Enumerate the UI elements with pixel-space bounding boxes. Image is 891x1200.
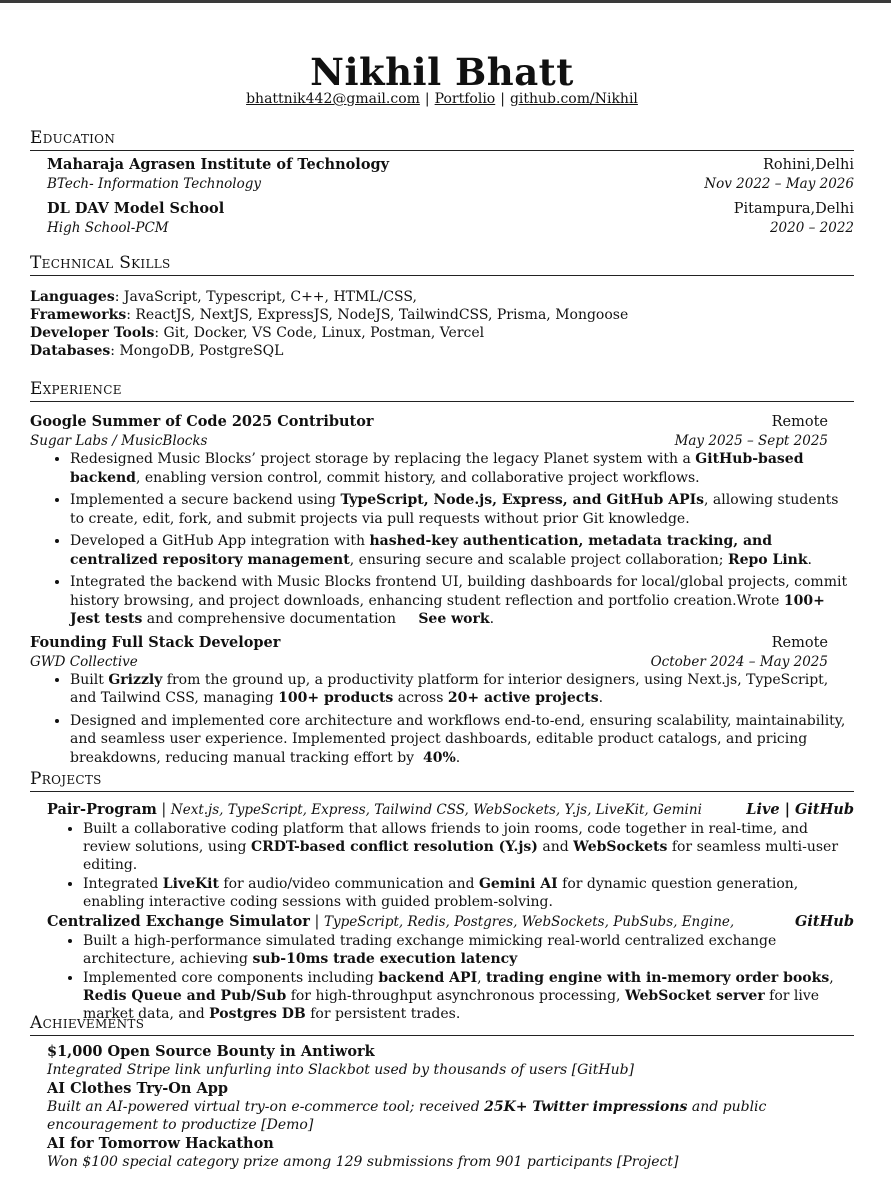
project-tech: Next.js, TypeScript, Express, Tailwind CSS, WebSockets, Y.js, LiveKit, Gemini xyxy=(170,802,702,818)
skills-section xyxy=(30,253,854,360)
live-link[interactable]: Live xyxy=(746,801,780,818)
list-item: • Built Grizzly from the ground up, a productivity platform for interior designers, using Next.js, TypeScript, and Tailwind CSS, managing 100+ products across 20+ active projects. xyxy=(70,671,854,708)
top-border xyxy=(0,0,891,3)
job-org: Sugar Labs / MusicBlocks xyxy=(30,433,208,449)
projects-section xyxy=(30,769,854,1024)
skill-label: Developer Tools xyxy=(30,325,155,341)
email-link[interactable]: bhattnik442@gmail.com xyxy=(246,91,420,107)
achievement-title: $1,000 Open Source Bounty in Antiwork xyxy=(47,1043,375,1060)
skill-row xyxy=(30,288,854,306)
project-bullets xyxy=(30,932,854,1023)
list-item: • Designed and implemented core architecture and workflows end-to-end, ensuring scalability, maintainability, and seamless user experience. Implemented project dashboards, editable product catalogs, and pricing breakdowns, reducing manual tracking effort by 40%. xyxy=(70,712,854,768)
achievement-title: AI Clothes Try-On App xyxy=(47,1080,229,1097)
job-location: Remote xyxy=(771,414,828,430)
project-bullets xyxy=(30,820,854,911)
school-location: Rohini,Delhi xyxy=(762,157,854,173)
experience-section xyxy=(30,379,854,771)
edu-dates: 2020 – 2022 xyxy=(769,220,854,236)
list-item: • Implemented core components including backend API, trading engine with in-memory order books, Redis Queue and Pub/Sub for high-throughput asynchronous processing, WebSocket server for live market data, and Postgres DB for persistent trades. xyxy=(83,969,854,1023)
achievements-section xyxy=(30,1013,854,1171)
contact-separator: | xyxy=(424,91,430,107)
see-work-link[interactable]: See work xyxy=(418,611,490,627)
school-name: Maharaja Agrasen Institute of Technology xyxy=(47,156,390,173)
achievement-item xyxy=(30,1134,854,1171)
list-item: • Redesigned Music Blocks’ project storage by replacing the legacy Planet system with a GitHub-based backend, enabling version control, commit history, and collaborative project workflows. xyxy=(70,450,854,487)
edu-dates: Nov 2022 – May 2026 xyxy=(704,176,854,192)
job-entry xyxy=(30,412,828,450)
achievement-item xyxy=(30,1079,854,1134)
skill-value: : ReactJS, NextJS, ExpressJS, NodeJS, TailwindCSS, Prisma, Mongoose xyxy=(126,307,629,323)
github-link[interactable]: GitHub xyxy=(795,801,854,818)
degree: BTech- Information Technology xyxy=(47,176,262,192)
achievement-item xyxy=(30,1042,854,1079)
skill-value: : Git, Docker, VS Code, Linux, Postman, Vercel xyxy=(154,325,485,341)
project-name: Pair-Program xyxy=(47,801,157,818)
job-dates: May 2025 – Sept 2025 xyxy=(674,433,828,449)
repo-link[interactable]: Repo Link xyxy=(727,551,808,568)
section-title: Achievements xyxy=(30,1013,854,1036)
skill-row xyxy=(30,342,854,360)
job-bullets xyxy=(30,450,854,629)
github-link[interactable]: GitHub xyxy=(795,913,854,930)
achievement-title: AI for Tomorrow Hackathon xyxy=(47,1135,274,1152)
list-item: • Integrated the backend with Music Blocks frontend UI, building dashboards for local/global projects, commit history browsing, and project downloads, enhancing student reflection and portfolio creation.Wrote 100+ Jest tests and comprehensive documentation See work. xyxy=(70,573,854,629)
education-section xyxy=(30,128,854,237)
project-header: Centralized Exchange Simulator | TypeScript, Redis, Postgres, WebSockets, PubSubs, Engine, GitHub xyxy=(47,913,854,930)
github-link[interactable]: github.com/Nikhil xyxy=(509,91,638,107)
section-title: Projects xyxy=(30,769,854,792)
achievement-desc: Won $100 special category prize among 129 submissions from 901 participants [Project] xyxy=(47,1154,679,1170)
education-item xyxy=(30,155,854,193)
list-item: • Integrated LiveKit for audio/video communication and Gemini AI for dynamic question generation, enabling interactive coding sessions with guided problem-solving. xyxy=(83,875,854,911)
education-item xyxy=(30,199,854,237)
job-role: Founding Full Stack Developer xyxy=(30,633,281,651)
contact-separator: | xyxy=(500,91,505,107)
contact-line xyxy=(30,90,854,108)
list-item: • Developed a GitHub App integration with hashed-key authentication, metadata tracking, and centralized repository management, ensuring secure and scalable project collaboration; Repo Link. xyxy=(70,532,854,569)
skill-value: : JavaScript, Typescript, C++, HTML/CSS, xyxy=(114,289,417,305)
job-role: Google Summer of Code 2025 Contributor xyxy=(30,413,374,430)
job-dates: October 2024 – May 2025 xyxy=(650,653,828,670)
job-location: Remote xyxy=(771,634,828,651)
skills-list xyxy=(30,288,854,360)
project-name: Centralized Exchange Simulator xyxy=(47,913,310,930)
project-header: Pair-Program | Next.js, TypeScript, Express, Tailwind CSS, WebSockets, Y.js, LiveKit, Gemini Live | GitHub xyxy=(47,801,854,818)
skill-label: Languages xyxy=(30,289,115,305)
list-item: • Built a high-performance simulated trading exchange mimicking real-world centralized exchange architecture, achieving sub-10ms trade execution latency xyxy=(83,932,854,968)
project-tech: TypeScript, Redis, Postgres, WebSockets, PubSubs, Engine, xyxy=(324,914,735,930)
list-item: • Implemented a secure backend using TypeScript, Node.js, Express, and GitHub APIs, allowing students to create, edit, fork, and submit projects via pull requests without prior Git knowledge. xyxy=(70,491,854,528)
candidate-name: Nikhil Bhatt xyxy=(310,50,574,94)
list-item: • Built a collaborative coding platform that allows friends to join rooms, code together in real-time, and review solutions, using CRDT-based conflict resolution (Y.js) and WebSockets for seamless multi-user editing. xyxy=(83,820,854,874)
school-name: DL DAV Model School xyxy=(47,200,225,217)
section-title: Experience xyxy=(30,379,854,402)
job-entry xyxy=(30,633,828,671)
skill-label: Databases xyxy=(30,343,111,359)
degree: High School-PCM xyxy=(47,220,169,236)
job-bullets xyxy=(30,671,854,768)
job-org: GWD Collective xyxy=(30,653,138,670)
section-title: Education xyxy=(30,128,854,151)
skill-row xyxy=(30,306,854,324)
achievement-desc: Built an AI-powered virtual try-on e-commerce tool; received 25K+ Twitter impressions and public encouragement to productize [Demo] xyxy=(47,1099,767,1133)
skill-value: : MongoDB, PostgreSQL xyxy=(110,343,284,359)
skill-row xyxy=(30,324,854,342)
school-location: Pitampura,Delhi xyxy=(733,201,854,217)
achievement-desc: Integrated Stripe link unfurling into Slackbot used by thousands of users [GitHub] xyxy=(47,1062,635,1078)
skill-label: Frameworks xyxy=(30,307,127,323)
section-title: Technical Skills xyxy=(30,253,854,276)
portfolio-link[interactable]: Portfolio xyxy=(434,91,496,107)
